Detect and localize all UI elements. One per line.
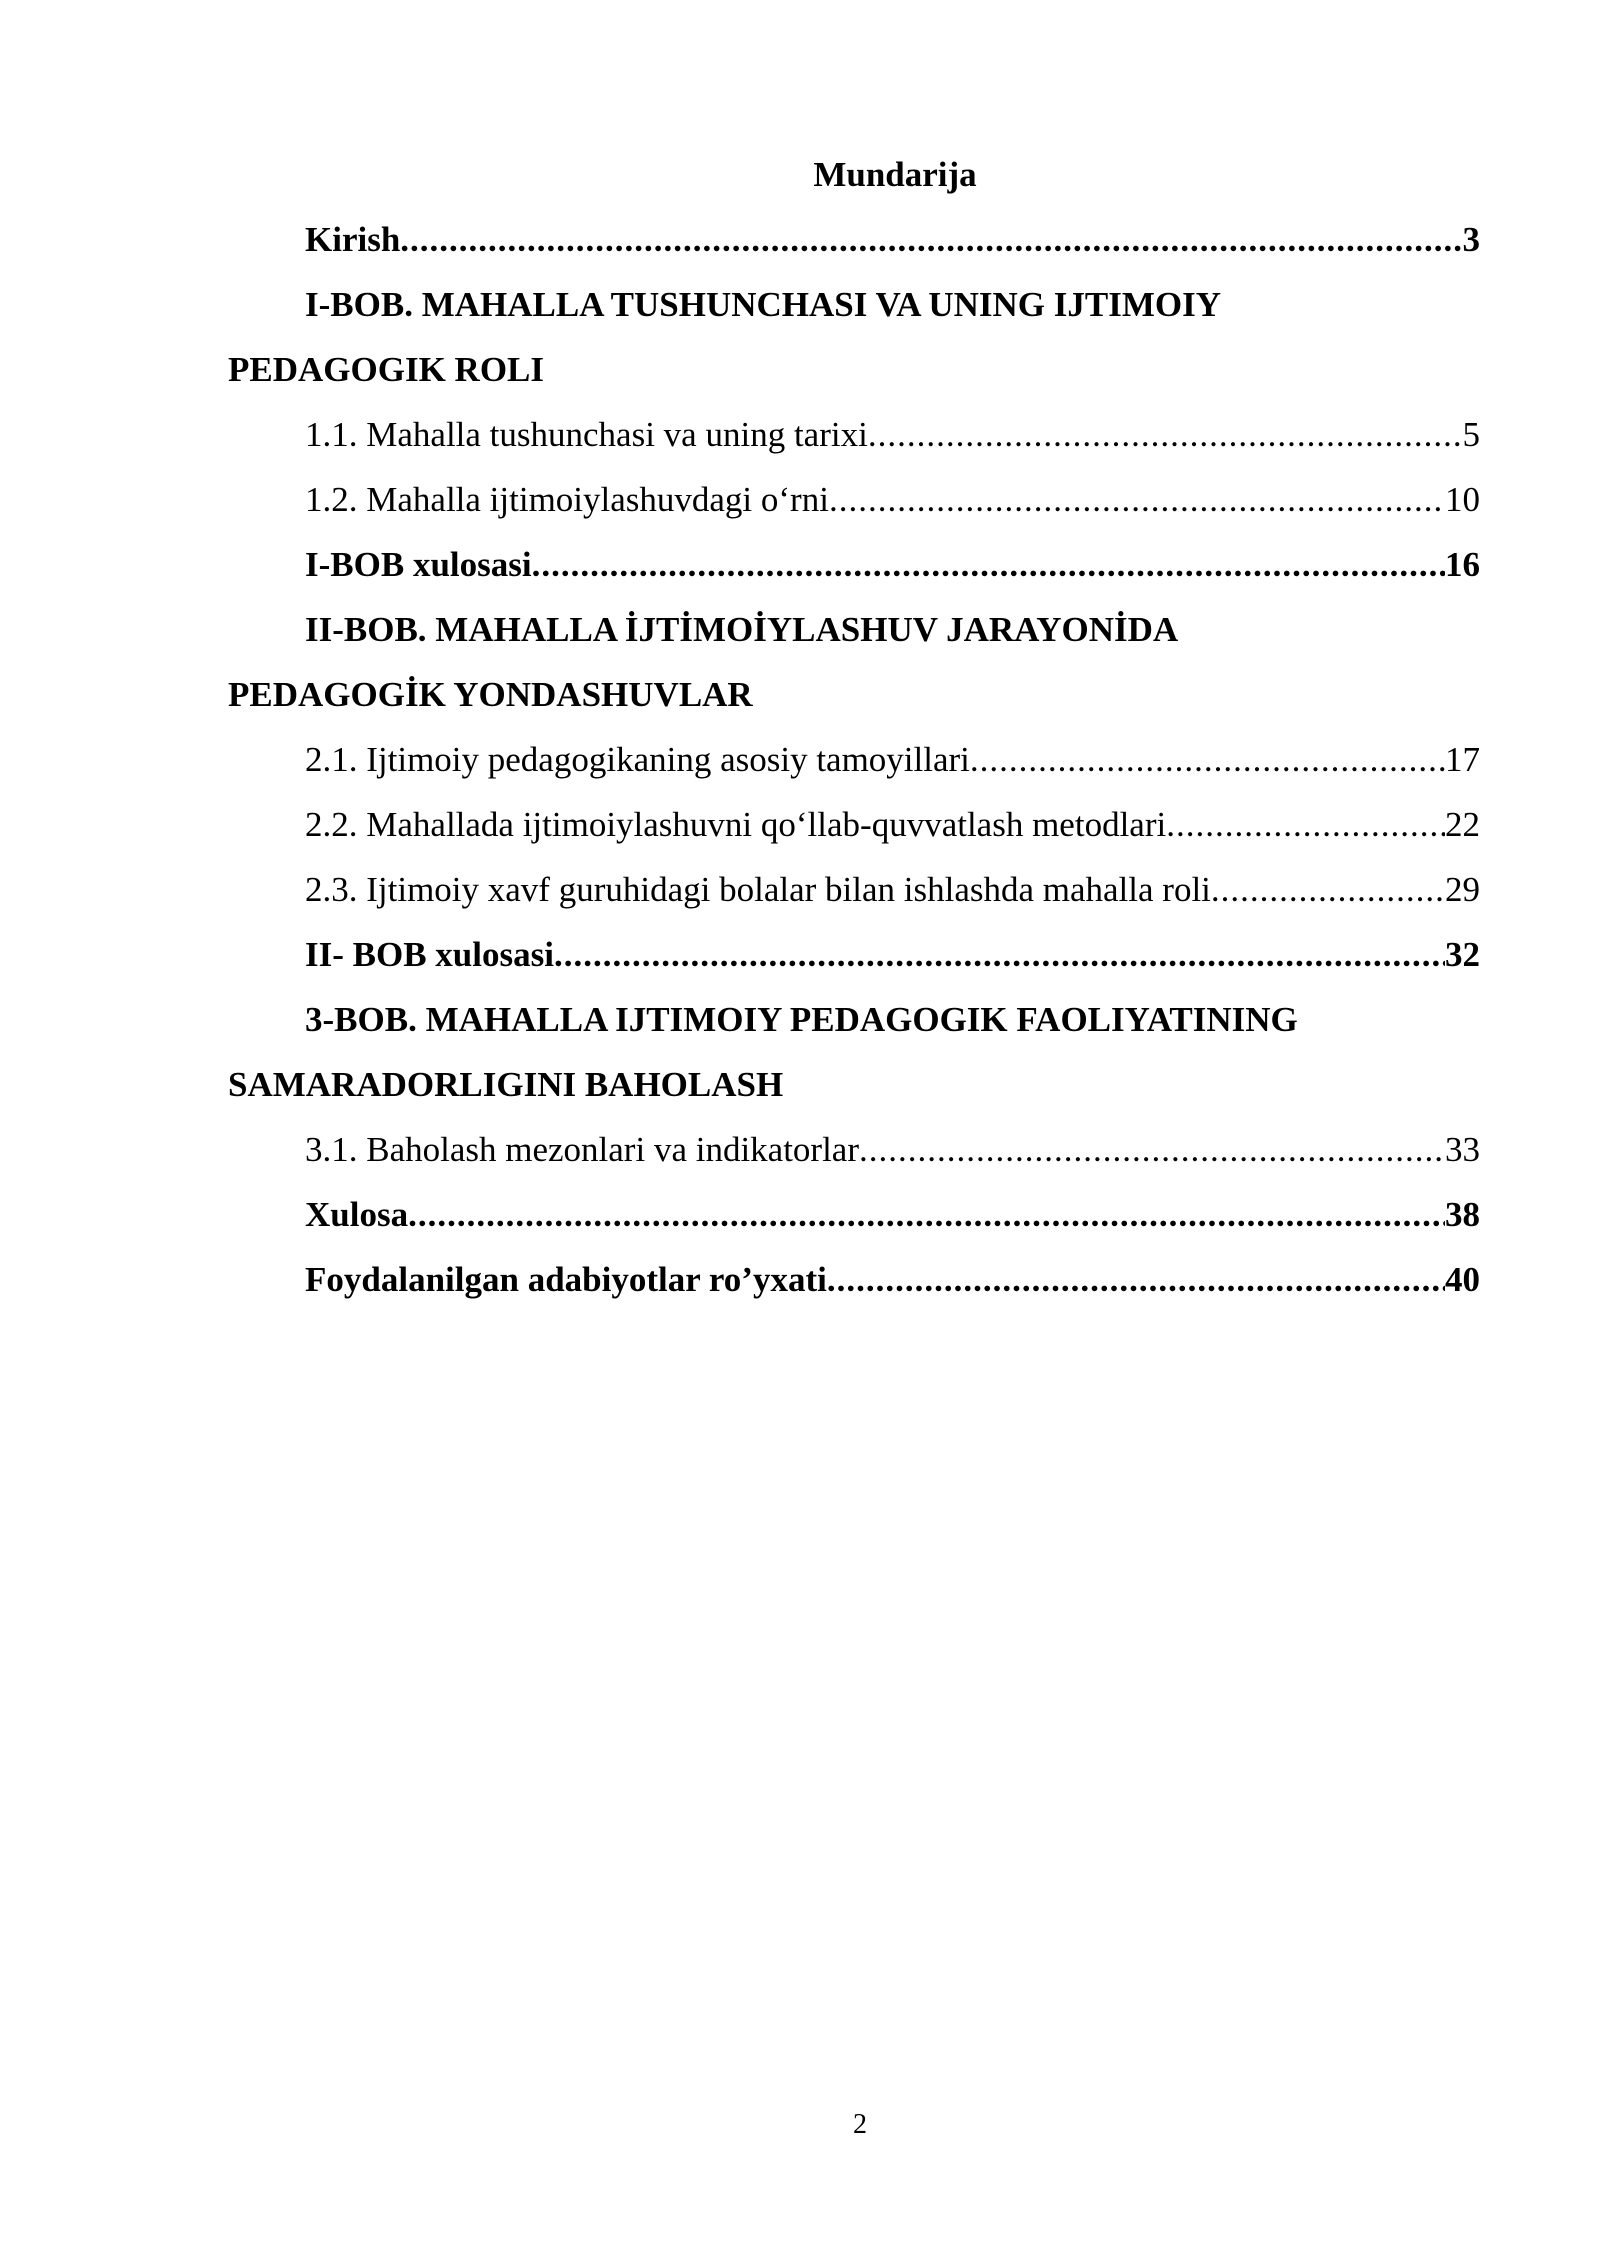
toc-entry-page: 38 xyxy=(1445,1195,1480,1234)
toc-entry-2-3[interactable] xyxy=(305,865,1480,915)
toc-entry-1-1[interactable] xyxy=(305,410,1480,460)
toc-chapter-3-heading-cont[interactable]: SAMARADORLIGINI BAHOLASH xyxy=(228,1065,784,1104)
toc-entry-label: I-BOB xulosasi xyxy=(305,545,532,584)
dot-leader xyxy=(829,475,1445,525)
toc-entry-2-1[interactable] xyxy=(305,735,1480,785)
toc-entry-page: 33 xyxy=(1445,1130,1480,1169)
toc-entry-label: 2.2. Mahallada ijtimoiylashuvni qo‘llab-quvvatlash metodlari xyxy=(305,805,1167,844)
toc-entry-2-2[interactable] xyxy=(305,800,1480,850)
toc-entry-page: 29 xyxy=(1445,870,1480,909)
toc-entry-intro[interactable] xyxy=(305,215,1480,265)
dot-leader xyxy=(1211,865,1445,915)
toc-chapter-2-heading-cont[interactable]: PEDAGOGİK YONDASHUVLAR xyxy=(228,675,753,714)
dot-leader xyxy=(827,1255,1445,1305)
toc-chapter-2-heading[interactable]: II-BOB. MAHALLA İJTİMOİYLASHUV JARAYONİDA xyxy=(305,610,1179,649)
toc-entry-label: 3.1. Baholash mezonlari va indikatorlar xyxy=(305,1130,860,1169)
toc-entry-label: Kirish xyxy=(305,220,401,259)
dot-leader xyxy=(400,215,1462,265)
toc-entry-label: Xulosa xyxy=(305,1195,409,1234)
toc-entry-label: 2.3. Ijtimoiy xavf guruhidagi bolalar bilan ishlashda mahalla roli xyxy=(305,870,1211,909)
toc-entry-page: 22 xyxy=(1445,805,1480,844)
toc-chapter-1-heading[interactable]: I-BOB. MAHALLA TUSHUNCHASI VA UNING IJTIMOIY xyxy=(305,285,1222,324)
toc-entry-label: 1.2. Mahalla ijtimoiylashuvdagi o‘rni xyxy=(305,480,829,519)
toc-entry-label: II- BOB xulosasi xyxy=(305,935,554,974)
toc-entry-page: 16 xyxy=(1445,545,1480,584)
toc-entry-label: Foydalanilgan adabiyotlar ro’yxati xyxy=(305,1260,827,1299)
toc-entry-label: 2.1. Ijtimoiy pedagogikaning asosiy tamoyillari xyxy=(305,740,970,779)
toc-entry-page: 3 xyxy=(1462,220,1480,259)
toc-chapter-3-heading[interactable]: 3-BOB. MAHALLA IJTIMOIY PEDAGOGIK FAOLIYATINING xyxy=(305,1000,1298,1039)
toc-entry-page: 32 xyxy=(1445,935,1480,974)
toc-chapter-1-heading-cont[interactable]: PEDAGOGIK ROLI xyxy=(228,350,545,389)
dot-leader xyxy=(868,410,1463,460)
toc-entry-page: 10 xyxy=(1445,480,1480,519)
toc-entry-label: 1.1. Mahalla tushunchasi va uning tarixi xyxy=(305,415,868,454)
dot-leader xyxy=(554,930,1445,980)
dot-leader xyxy=(408,1190,1445,1240)
page-title: Mundarija xyxy=(813,155,977,194)
toc-entry-1-2[interactable] xyxy=(305,475,1480,525)
toc-entry-ch2-summary[interactable] xyxy=(305,930,1480,980)
toc-entry-conclusion[interactable] xyxy=(305,1190,1480,1240)
toc-entry-page: 5 xyxy=(1462,415,1480,454)
toc-entry-references[interactable] xyxy=(305,1255,1480,1305)
toc-entry-ch1-summary[interactable] xyxy=(305,540,1480,590)
toc-entry-3-1[interactable] xyxy=(305,1125,1480,1175)
toc-entry-page: 17 xyxy=(1445,740,1480,779)
page-number: 2 xyxy=(853,2109,867,2140)
dot-leader xyxy=(1166,800,1445,850)
toc-entry-page: 40 xyxy=(1445,1260,1480,1299)
dot-leader xyxy=(532,540,1445,590)
dot-leader xyxy=(859,1125,1445,1175)
dot-leader xyxy=(970,735,1445,785)
